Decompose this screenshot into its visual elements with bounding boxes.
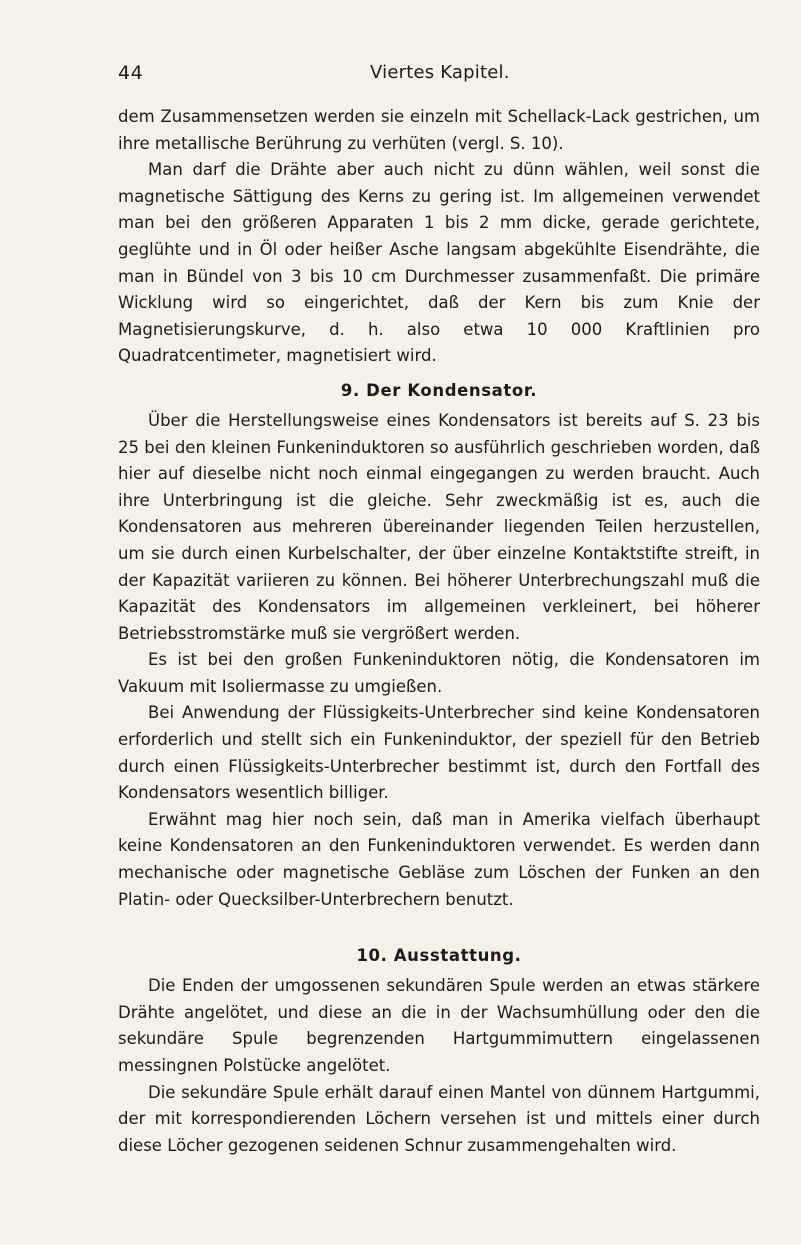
body-text [118, 104, 760, 1159]
section-heading-kondensator: 9. Der Kondensator. [340, 380, 538, 400]
paragraph: Erwähnt mag hier noch sein, daß man in Amerika vielfach überhaupt keine Kondensatoren an den Funkeninduktoren verwendet. Es werden dann mechanische oder magnetische Gebläse zum Löschen der Funken an den Platin- oder Quecksilber-Unterbrechern benutzt. [118, 809, 760, 909]
paragraph: Die Enden der umgossenen sekundären Spule werden an etwas stärkere Drähte angelötet, und diese an die in der Wachsumhüllung oder den die sekundäre Spule begrenzenden Hartgummimuttern eingelassenen messingnen Polstücke angelötet. [118, 976, 760, 1075]
paragraph: Man darf die Drähte aber auch nicht zu dünn wählen, weil sonst die magnetische Sättigung des Kerns zu gering ist. Im allgemeinen verwendet man bei den größeren Apparaten 1 bis 2 mm dicke, gerade gerichtete, geglühte und in Öl oder heißer Asche langsam abgekühlte Eisendrähte, die man in Bündel von 3 bis 10 cm Durchmesser zusammenfaßt. Die primäre Wicklung wird so eingerichtet, daß der Kern bis zum Knie der Magnetisierungskurve, d. h. also etwa 10 000 Kraftlinien pro Quadratcentimeter, magnetisiert wird. [118, 160, 760, 366]
page-number: 44 [118, 62, 144, 84]
paragraph: Bei Anwendung der Flüssigkeits-Unterbrecher sind keine Kondensatoren erforderlich und stellt sich ein Funkeninduktor, der speziell für den Betrieb durch einen Flüssigkeits-Unterbrecher bestimmt ist, durch den Fortfall des Kondensators wesentlich billiger. [118, 703, 760, 803]
running-head [118, 62, 758, 88]
chapter-title: Viertes Kapitel. [370, 62, 510, 83]
paragraph: Über die Herstellungsweise eines Kondensators ist bereits auf S. 23 bis 25 bei den kleinen Funkeninduktoren so ausführlich geschrieben worden, daß hier auf dieselbe nicht noch einmal eingegangen zu werden braucht. Auch ihre Unterbringung ist die gleiche. Sehr zweckmäßig ist es, auch die Kondensatoren aus mehreren übereinander liegenden Teilen herzustellen, um sie durch einen Kurbelschalter, der über einzelne Kontaktstifte streift, in der Kapazität variieren zu können. Bei höherer Unterbrechungszahl muß die Kapazität des Kondensators im allgemeinen verkleinert, bei höherer Betriebsstromstärke muß sie vergrößert werden. [118, 410, 760, 643]
paragraph: Es ist bei den großen Funkeninduktoren nötig, die Kondensatoren im Vakuum mit Isoliermasse zu umgießen. [118, 650, 760, 696]
section-heading-ausstattung: 10. Ausstattung. [356, 946, 522, 966]
paragraph: Die sekundäre Spule erhält darauf einen Mantel von dünnem Hartgummi, der mit korrespondierenden Löchern versehen ist und mittels einer durch diese Löcher gezogenen seidenen Schnur zusammengehalten wird. [118, 1082, 760, 1155]
paragraph: dem Zusammensetzen werden sie einzeln mit Schellack-Lack gestrichen, um ihre metallische Berührung zu verhüten (vergl. S. 10). [118, 107, 760, 153]
